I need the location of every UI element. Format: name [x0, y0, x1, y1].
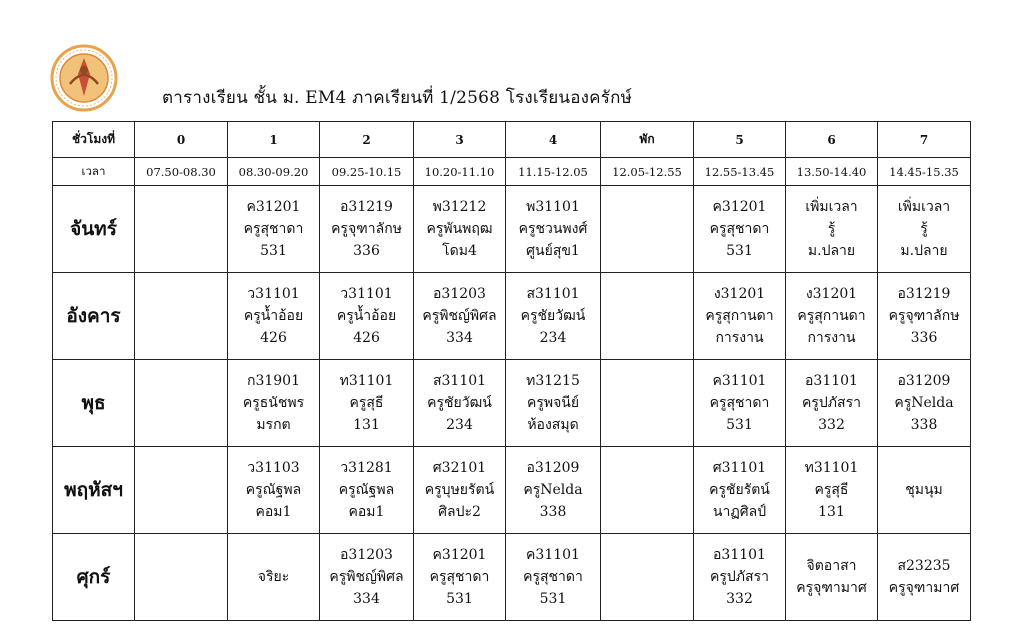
- day-name: ศุกร์: [53, 534, 135, 621]
- class-cell: [320, 360, 414, 447]
- teacher-name: ครูสุธี: [814, 482, 849, 498]
- subject-code: ง31201: [713, 286, 766, 302]
- class-cell: [135, 360, 228, 447]
- class-cell: [506, 186, 601, 273]
- subject-code: ค31201: [246, 199, 301, 215]
- teacher-name: ครูสุชาดา: [523, 569, 583, 585]
- class-cell: [786, 360, 878, 447]
- class-cell: [228, 186, 320, 273]
- class-cell: [320, 186, 414, 273]
- teacher-name: ครูธนัชพร: [242, 395, 305, 411]
- subject-code: อ31101: [805, 373, 858, 389]
- period-header: 2: [320, 122, 414, 158]
- class-cell: [694, 360, 786, 447]
- class-cell: [878, 186, 971, 273]
- class-cell: [506, 360, 601, 447]
- day-rows: [53, 186, 971, 621]
- class-cell: [506, 447, 601, 534]
- room-label: ม.ปลาย: [900, 243, 948, 259]
- class-cell: [601, 447, 694, 534]
- page-title: ตารางเรียน ชั้น ม. EM4 ภาคเรียนที่ 1/2568 โรงเรียนองครักษ์: [162, 88, 632, 108]
- teacher-name: ครูจุฑาลักษ: [331, 221, 402, 237]
- period-header: พัก: [601, 122, 694, 158]
- teacher-name: ครูNelda: [523, 482, 583, 498]
- subject-code: ส31101: [432, 373, 487, 389]
- teacher-name: ครูณัฐพล: [338, 482, 395, 498]
- time-cell: 13.50-14.40: [786, 158, 878, 186]
- subject-code: ท31101: [804, 460, 859, 476]
- class-cell: [320, 273, 414, 360]
- period-header: 4: [506, 122, 601, 158]
- day-row: [53, 273, 971, 360]
- subject-code: ค31101: [526, 547, 580, 563]
- room-label: 234: [446, 417, 473, 433]
- teacher-name: ครูสุชาดา: [709, 221, 770, 237]
- time-cell: 10.20-11.10: [414, 158, 506, 186]
- subject-code: ส31101: [526, 286, 580, 302]
- subject-code: ว31101: [340, 286, 393, 302]
- teacher-name: ครูชัยวัฒน์: [427, 395, 492, 411]
- room-label: 531: [726, 417, 753, 433]
- class-cell: [414, 447, 506, 534]
- teacher-name: รู้: [827, 221, 836, 237]
- room-label: 332: [726, 591, 753, 607]
- room-label: 131: [818, 504, 845, 520]
- teacher-name: ครูชวนพงศ์: [518, 221, 588, 237]
- class-cell: [228, 273, 320, 360]
- room-label: 426: [353, 330, 380, 346]
- class-cell: [786, 447, 878, 534]
- teacher-name: ครูจุฑามาศ: [796, 580, 867, 596]
- class-cell: [694, 186, 786, 273]
- teacher-name: ครูน้ำอ้อย: [336, 308, 397, 324]
- teacher-name: ครูจุฑามาศ: [888, 580, 960, 596]
- class-cell: [786, 273, 878, 360]
- subject-code: ค31201: [432, 547, 487, 563]
- room-label: การงาน: [715, 330, 764, 346]
- class-cell: [878, 534, 971, 621]
- class-cell: [878, 360, 971, 447]
- subject-code: ก31901: [246, 373, 300, 389]
- period-header: 0: [135, 122, 228, 158]
- subject-code: ง31201: [805, 286, 858, 302]
- room-label: ม.ปลาย: [807, 243, 856, 259]
- class-cell: [135, 186, 228, 273]
- teacher-name: ครูNelda: [894, 395, 954, 411]
- subject-code: อ31219: [340, 199, 393, 215]
- room-label: 426: [260, 330, 287, 346]
- class-cell: [320, 534, 414, 621]
- room-label: นาฏศิลป์: [712, 504, 767, 520]
- subject-code: พ31212: [432, 199, 487, 215]
- teacher-name: ครูปภัสรา: [802, 395, 861, 411]
- class-cell: [601, 360, 694, 447]
- class-cell: [414, 186, 506, 273]
- time-cell: 12.05-12.55: [601, 158, 694, 186]
- teacher-name: ครูบุษยรัตน์: [424, 482, 495, 498]
- class-cell: [506, 273, 601, 360]
- room-label: คอม1: [348, 504, 385, 520]
- room-label: 531: [446, 591, 473, 607]
- day-row: [53, 447, 971, 534]
- class-cell: [601, 273, 694, 360]
- room-label: 531: [539, 591, 567, 607]
- subject-code: อ31209: [526, 460, 580, 476]
- time-cell: 11.15-12.05: [506, 158, 601, 186]
- room-label: 234: [539, 330, 567, 346]
- room-label: คอม1: [255, 504, 292, 520]
- teacher-name: ครูพิชญ์พิศล: [422, 308, 497, 324]
- teacher-name: ครูปภัสรา: [710, 569, 769, 585]
- period-header: 6: [786, 122, 878, 158]
- room-label: 336: [910, 330, 938, 346]
- subject-code: อ31219: [897, 286, 951, 302]
- time-cell: 09.25-10.15: [320, 158, 414, 186]
- subject-code: ว31281: [340, 460, 393, 476]
- class-cell: [228, 447, 320, 534]
- class-cell: [320, 447, 414, 534]
- header-row: [53, 122, 971, 158]
- subject-code: ศ32101: [432, 460, 487, 476]
- day-row: [53, 186, 971, 273]
- room-label: 334: [353, 591, 380, 607]
- room-label: 131: [353, 417, 380, 433]
- room-label: มรกต: [256, 417, 291, 433]
- class-cell: [135, 273, 228, 360]
- period-header: 5: [694, 122, 786, 158]
- day-name: พฤหัสฯ: [53, 447, 135, 534]
- room-label: 531: [726, 243, 753, 259]
- subject-code: อ31203: [340, 547, 393, 563]
- room-label: 338: [539, 504, 567, 520]
- day-name: พุธ: [53, 360, 135, 447]
- subject-code: จริยะ: [257, 569, 290, 585]
- teacher-name: ครูสุกานดา: [797, 308, 866, 324]
- subject-code: ว31103: [247, 460, 300, 476]
- class-cell: [878, 273, 971, 360]
- subject-code: ศ31101: [712, 460, 767, 476]
- day-name: จันทร์: [53, 186, 135, 273]
- room-label: ห้องสมุด: [527, 417, 579, 433]
- class-cell: [878, 447, 971, 534]
- room-label: ศูนย์สุข1: [526, 243, 580, 259]
- subject-code: อ31101: [713, 547, 766, 563]
- teacher-name: ครูชัยวัฒน์: [520, 308, 586, 324]
- subject-code: ค31101: [712, 373, 767, 389]
- period-header: 7: [878, 122, 971, 158]
- teacher-name: ครูชัยรัตน์: [709, 482, 770, 498]
- subject-code: เพิ่มเวลา: [805, 199, 858, 215]
- period-header: 3: [414, 122, 506, 158]
- teacher-name: รู้: [920, 221, 928, 237]
- class-cell: [414, 534, 506, 621]
- room-label: ศิลปะ2: [438, 504, 481, 520]
- class-cell: [601, 186, 694, 273]
- room-label: 338: [910, 417, 938, 433]
- day-name: อังคาร: [53, 273, 135, 360]
- class-cell: [228, 534, 320, 621]
- teacher-name: ครูพิชญ์พิศล: [329, 569, 404, 585]
- class-cell: [694, 447, 786, 534]
- teacher-name: ครูสุกานดา: [705, 308, 774, 324]
- subject-code: จิตอาสา: [806, 558, 857, 574]
- header-label: ชั่วโมงที่: [53, 122, 135, 158]
- class-cell: [786, 534, 878, 621]
- room-label: 531: [260, 243, 287, 259]
- time-row: [53, 158, 971, 186]
- class-cell: [786, 186, 878, 273]
- time-cell: 08.30-09.20: [228, 158, 320, 186]
- subject-code: อ31203: [433, 286, 486, 302]
- class-cell: [414, 273, 506, 360]
- day-row: [53, 534, 971, 621]
- teacher-name: ครูณัฐพล: [245, 482, 302, 498]
- class-cell: [601, 534, 694, 621]
- class-cell: [414, 360, 506, 447]
- school-emblem-icon: [50, 44, 118, 112]
- time-cell: 12.55-13.45: [694, 158, 786, 186]
- class-cell: [228, 360, 320, 447]
- teacher-name: ครูน้ำอ้อย: [243, 308, 304, 324]
- teacher-name: ครูสุชาดา: [429, 569, 490, 585]
- room-label: 336: [353, 243, 380, 259]
- class-cell: [135, 447, 228, 534]
- class-cell: [135, 534, 228, 621]
- time-label: เวลา: [53, 158, 135, 186]
- teacher-name: ครูสุธี: [349, 395, 384, 411]
- room-label: โดม4: [442, 243, 477, 259]
- subject-code: ค31201: [712, 199, 767, 215]
- room-label: 334: [446, 330, 473, 346]
- class-cell: [694, 534, 786, 621]
- subject-code: ส23235: [897, 558, 951, 574]
- teacher-name: ครูจุฑาลักษ: [888, 308, 960, 324]
- subject-code: พ31101: [526, 199, 580, 215]
- subject-code: ท31215: [526, 373, 580, 389]
- room-label: 332: [818, 417, 845, 433]
- class-cell: [506, 534, 601, 621]
- subject-code: ชุมนุม: [905, 482, 943, 498]
- teacher-name: ครูสุชาดา: [709, 395, 770, 411]
- subject-code: อ31209: [897, 373, 951, 389]
- class-cell: [694, 273, 786, 360]
- room-label: การงาน: [807, 330, 856, 346]
- teacher-name: ครูพจนีย์: [526, 395, 580, 411]
- subject-code: ท31101: [339, 373, 394, 389]
- day-row: [53, 360, 971, 447]
- timetable: [52, 121, 971, 621]
- teacher-name: ครูพันพฤฒ: [426, 221, 493, 237]
- time-cell: 14.45-15.35: [878, 158, 971, 186]
- teacher-name: ครูสุชาดา: [243, 221, 304, 237]
- period-header: 1: [228, 122, 320, 158]
- time-cell: 07.50-08.30: [135, 158, 228, 186]
- subject-code: เพิ่มเวลา: [897, 199, 951, 215]
- subject-code: ว31101: [247, 286, 300, 302]
